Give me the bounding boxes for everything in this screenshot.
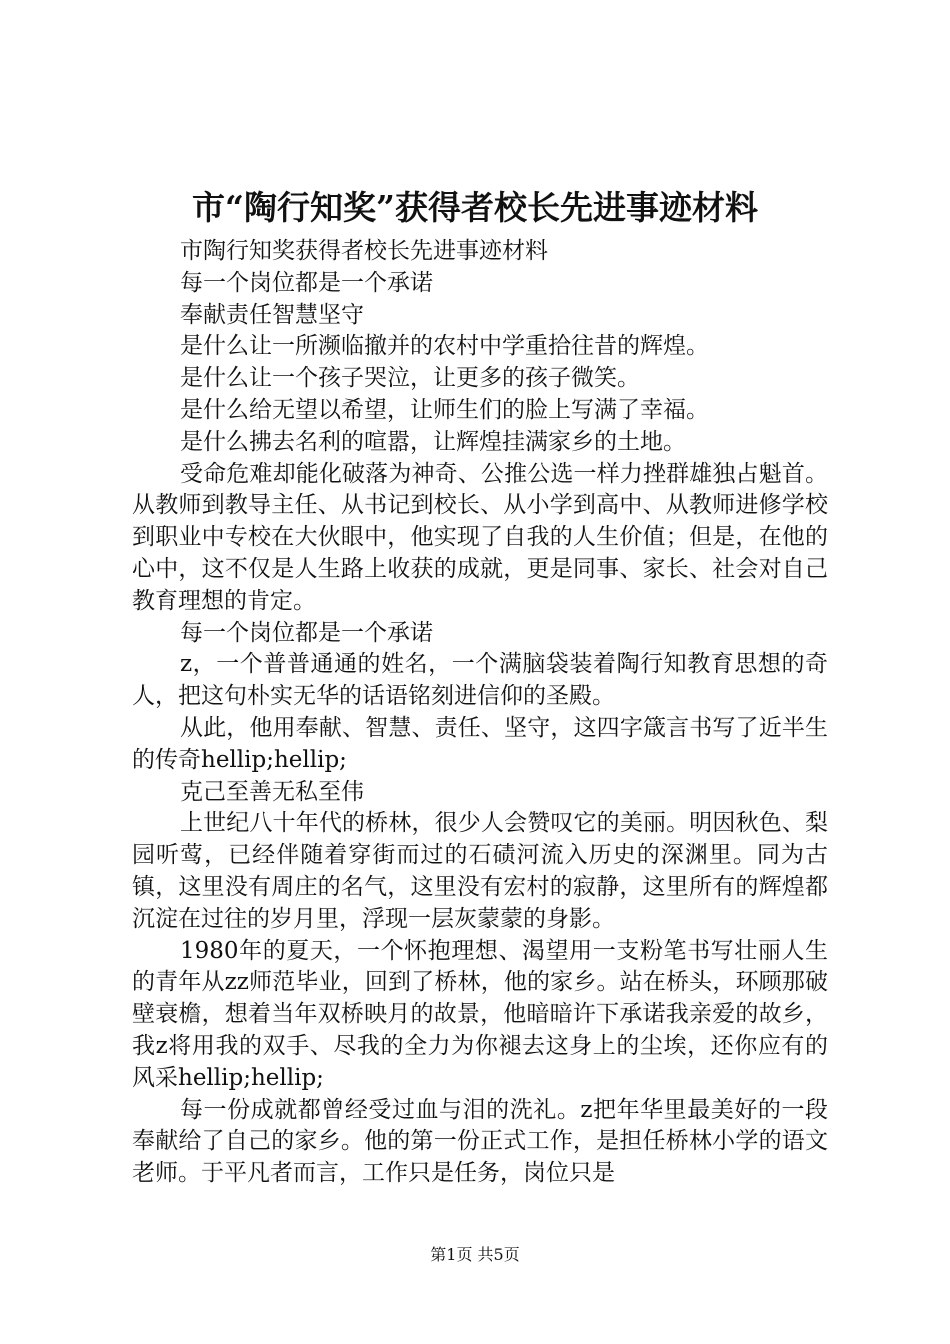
paragraph: 市陶行知奖获得者校长先进事迹材料 — [180, 238, 548, 264]
paragraph: 是什么让一所濒临撤并的农村中学重拾往昔的辉煌。 — [180, 333, 709, 360]
document-title: 市“陶行知奖”获得者校长先进事迹材料 — [192, 188, 758, 227]
paragraph: 是什么拂去名利的喧嚣，让辉煌挂满家乡的土地。 — [180, 428, 686, 455]
paragraph: 每一个岗位都是一个承诺 — [180, 619, 433, 646]
page-footer: 第1页 共5页 — [430, 1245, 520, 1264]
document-body — [132, 236, 828, 1190]
paragraph: 是什么让一个孩子哭泣，让更多的孩子微笑。 — [180, 365, 640, 392]
paragraph: 上世纪八十年代的桥林，很少人会赞叹它的美丽。明因秋色、梨园听莺，已经伴随着穿街而过的石碛河流入历史的深渊里。同为古镇，这里没有周庄的名气，这里没有宏村的寂静，这里所有的辉煌都沉淀在过往的岁月里，浮现一层灰蒙蒙的身影。 — [132, 810, 828, 932]
paragraph: 是什么给无望以希望，让师生们的脸上写满了幸福。 — [180, 396, 709, 423]
paragraph: 每一份成就都曾经受过血与泪的洗礼。z把年华里最美好的一段奉献给了自己的家乡。他的第一份正式工作，是担任桥林小学的语文老师。于平凡者而言，工作只是任务，岗位只是 — [132, 1096, 828, 1187]
paragraph: 受命危难却能化破落为神奇、公推公选一样力挫群雄独占魁首。从教师到教导主任、从书记到校长、从小学到高中、从教师进修学校到职业中专校在大伙眼中，他实现了自我的人生价值；但是，在他的心中，这不仅是人生路上收获的成就，更是同事、家长、社会对自己教育理想的肯定。 — [132, 460, 828, 614]
paragraph: 1980年的夏天，一个怀抱理想、渴望用一支粉笔书写壮丽人生的青年从zz师范毕业，回到了桥林，他的家乡。站在桥头，环顾那破壁衰檐，想着当年双桥映月的故景，他暗暗许下承诺我亲爱的故乡，我z将用我的双手、尽我的全力为你褪去这身上的尘埃，还你应有的风采hellip;hellip; — [132, 937, 828, 1091]
paragraph: 克己至善无私至伟 — [180, 778, 364, 805]
paragraph: 从此，他用奉献、智慧、责任、坚守，这四字箴言书写了近半生的传奇hellip;hellip; — [132, 714, 828, 773]
paragraph: z，一个普普通通的姓名，一个满脑袋装着陶行知教育思想的奇人，把这句朴实无华的话语铭刻进信仰的圣殿。 — [132, 651, 828, 710]
paragraph: 奉献责任智慧坚守 — [180, 301, 364, 328]
paragraph: 每一个岗位都是一个承诺 — [180, 269, 433, 296]
